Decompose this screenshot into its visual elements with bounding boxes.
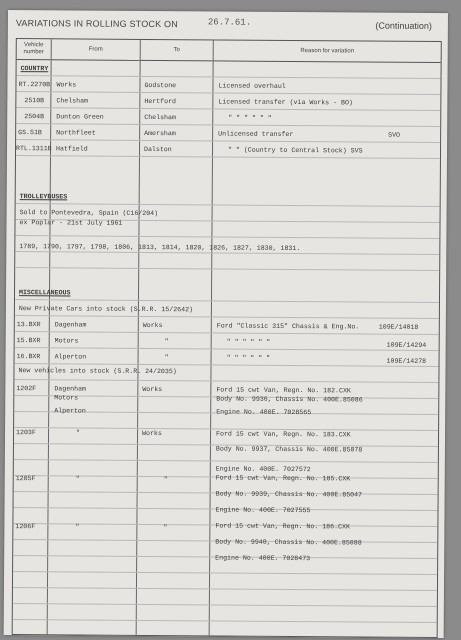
to-depot: " (164, 354, 169, 362)
chassis-reference: 109E/14018 (378, 323, 419, 331)
ruled-line (15, 363, 439, 367)
variation-reason: Body No. 9936, Chassis No. 400E.85086 (216, 395, 363, 404)
vehicle-number: 1206F (15, 523, 36, 531)
from-depot: Works (56, 81, 77, 89)
from-depot: Alperton (54, 353, 87, 361)
variation-reason: Unlicensed transfer (218, 130, 294, 138)
to-depot: " (163, 476, 168, 484)
private-cars-intro: New Private Cars into stock (S.R.R. 15/2642) (18, 305, 194, 314)
section-heading-country: COUNTRY (20, 65, 49, 73)
ruled-line (13, 587, 437, 591)
variation-reason: Engine No. 400E. 7027555 (215, 506, 311, 515)
to-depot: Amersham (144, 129, 176, 138)
trolleybus-note: Sold to Pontevedra, Spain (C16/204) (19, 209, 159, 218)
variation-reason: Engine No. 400E. 7028473 (215, 554, 311, 563)
from-depot: Dagenham (54, 385, 87, 393)
ruled-line (16, 123, 440, 127)
from-depot: Motors (54, 394, 79, 402)
variation-reason: Body No. 9937, Chassis No. 400E.85078 (215, 445, 363, 454)
column-header-to: To (141, 40, 213, 62)
to-depot: Hertford (144, 97, 177, 106)
chassis-reference: 109E/14294 (386, 341, 427, 349)
to-depot: Godstone (144, 81, 177, 90)
new-vehicles-intro: New vehicles into stock (S.R.R. 24/2035) (18, 367, 177, 376)
ruled-line (13, 571, 437, 575)
variation-reason: Licensed transfer (via Works - BO) (218, 98, 353, 107)
ruled-line (16, 203, 440, 207)
variation-reason: Body No. 9939, Chassis No. 400E.85047 (215, 490, 363, 499)
page-header (16, 15, 440, 38)
variation-code: SVO (388, 131, 401, 139)
from-depot: Hatfield (56, 145, 88, 153)
document-page (4, 10, 448, 638)
ruled-line (15, 235, 439, 239)
ruled-line (14, 379, 438, 383)
variations-table (12, 38, 442, 638)
ruled-line (14, 459, 438, 463)
column-divider (136, 40, 141, 635)
chassis-reference: 109E/14278 (386, 357, 427, 365)
page-title: VARIATIONS IN ROLLING STOCK ON (15, 18, 178, 30)
report-date: 26.7.61. (207, 17, 252, 28)
vehicle-number: RTL.1311B (16, 145, 52, 153)
ruled-line (15, 331, 439, 335)
column-header-from: From (52, 39, 140, 61)
from-depot: " (75, 523, 80, 531)
to-depot: Works (142, 385, 163, 394)
trolleybus-note: ex Poplar - 21st July 1961 (19, 219, 123, 227)
column-divider (209, 40, 214, 635)
from-depot: Motors (54, 337, 79, 345)
ruled-line (15, 347, 439, 351)
from-depot: Dagenham (54, 321, 87, 329)
ruled-line (17, 75, 441, 79)
continuation-label: (Continuation) (375, 20, 432, 31)
ruled-line (16, 139, 440, 143)
to-depot: Works (142, 429, 162, 438)
to-depot: Chelsham (144, 113, 176, 122)
to-depot: Dalston (144, 145, 172, 154)
ruled-line (13, 603, 437, 607)
variation-reason: " " " " " " (226, 338, 271, 346)
variation-reason: Engine No. 400E. 7028565 (216, 408, 312, 417)
from-depot: Alperton (54, 407, 86, 415)
from-depot: " (76, 429, 81, 437)
variation-reason: Engine No. 400E. 7027572 (215, 465, 311, 474)
section-heading-miscellaneous: MISCELLANEOUS (19, 289, 71, 297)
vehicle-number: 1205F (15, 475, 36, 483)
column-divider (47, 39, 52, 634)
variation-reason: Ford 15 cwt Van, Regn. No. 182.CXK (216, 386, 351, 395)
ruled-line (13, 619, 437, 623)
variation-reason: Body No. 9940, Chassis No. 400E.85088 (215, 538, 362, 547)
variation-reason: Ford 15 cwt Van, Regn. No. 186.CXK (215, 522, 350, 531)
vehicle-number: RT.2270B (18, 81, 51, 89)
vehicle-number: 2504B (24, 113, 45, 121)
vehicle-number: 1202F (16, 385, 37, 393)
column-header-reason: Reason for variation (214, 40, 441, 63)
vehicle-number: 1203F (16, 429, 36, 437)
trolleybus-numbers: 1789, 1790, 1797, 1798, 1806, 1813, 1814, 1820, 1826, 1827, 1830, 1831. (19, 243, 301, 253)
column-header-vehicle: Vehicle number (17, 39, 51, 60)
vehicle-number: 16.BXR (16, 353, 41, 361)
variation-reason: Ford 15 cwt Van, Regn. No. 183.CXK (216, 430, 351, 439)
to-depot: " (163, 524, 168, 532)
vehicle-number: GS.51B (18, 129, 42, 137)
variation-reason: Ford 15 cwt Van, Regn. No. 185.CXK (215, 474, 351, 483)
section-heading-trolleybuses: TROLLEYBUSES (19, 193, 68, 201)
to-depot: " (164, 338, 169, 346)
from-depot: Dunton Green (56, 113, 104, 121)
ruled-line (15, 267, 439, 271)
vehicle-number: 13.BXR (16, 321, 41, 329)
to-depot: Works (142, 321, 163, 330)
variation-reason: Ford "Classic 315" Chassis & Eng.No. (216, 322, 360, 331)
ruled-line (15, 299, 439, 303)
ruled-line (16, 91, 440, 95)
from-depot: Chelsham (56, 97, 89, 105)
ruled-line (15, 315, 439, 319)
variation-reason: " " (Country to Central Stock) SVS (228, 146, 363, 155)
variation-reason: " " " " " " (228, 114, 272, 122)
from-depot: Northfleet (56, 129, 96, 137)
vehicle-number: 15.BXR (16, 337, 41, 345)
from-depot: " (75, 475, 80, 483)
variation-reason: " " " " " " (226, 354, 271, 362)
ruled-line (16, 155, 440, 159)
variation-reason: Licensed overhaul (218, 82, 286, 90)
ruled-line (16, 107, 440, 111)
vehicle-number: 2510B (24, 97, 45, 105)
